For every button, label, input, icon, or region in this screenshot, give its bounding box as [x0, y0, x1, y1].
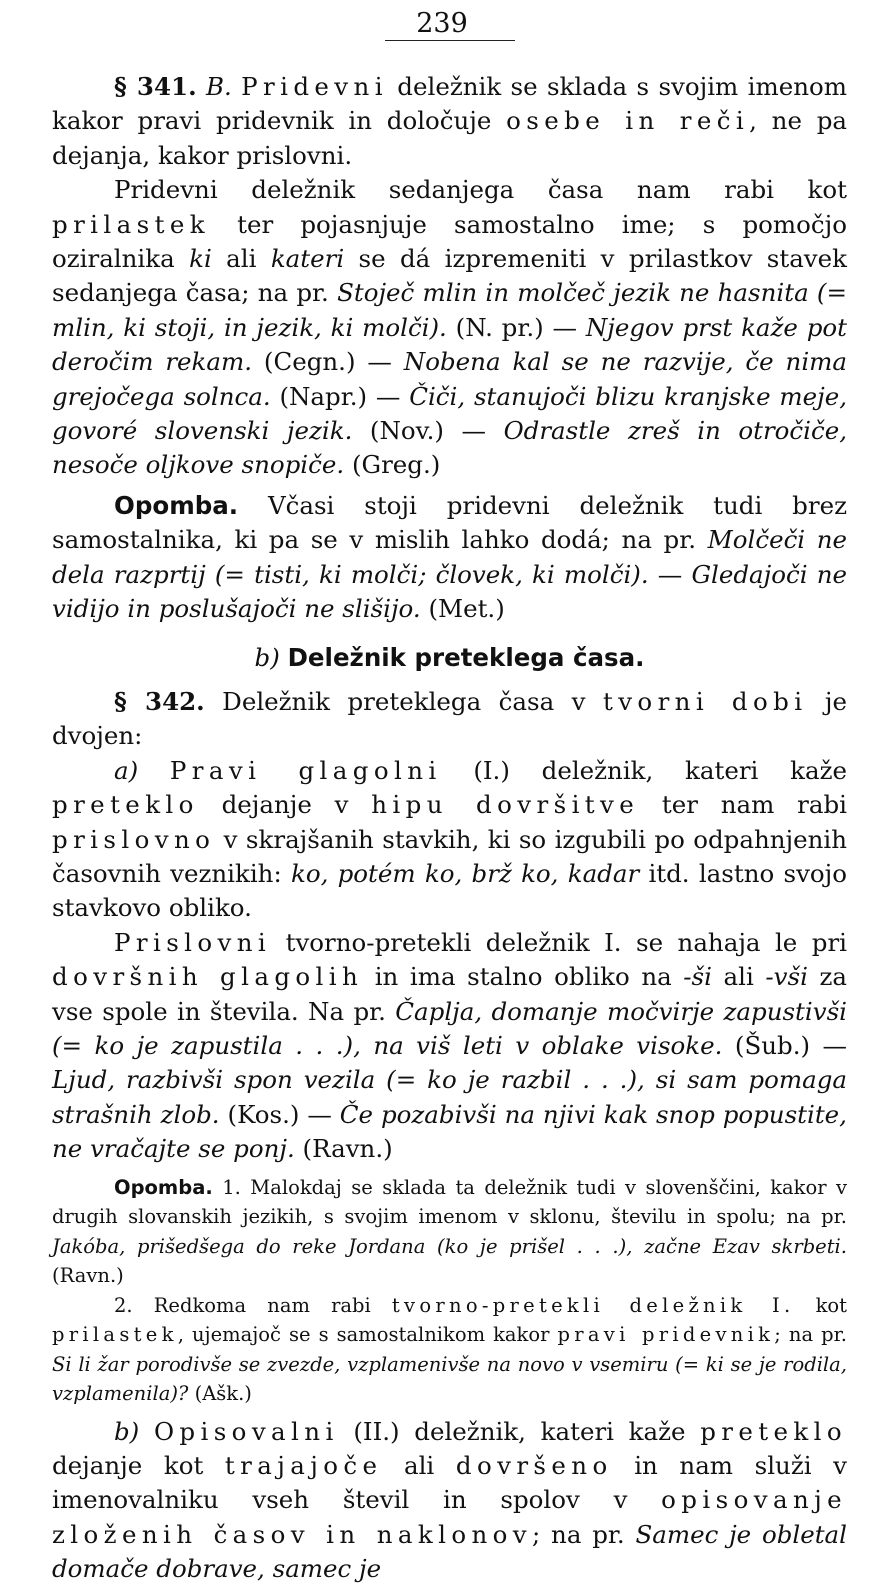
note-label: Opomba.	[114, 490, 239, 520]
s341-paragraph-2: Pridevni deležnik sedanjega časa nam rabi kot prilastek ter pojasnjuje samostalno ime; s pomočjo oziralnika ki ali kateri se dá izpremeniti v prilastkov stavek sedanjega časa; na pr. Stoječ mlin in molčeč jezik ne hasnita (= mlin, ki stoji, in jezik, ki molči). (N. pr.) — Njegov prst kaže pot deročim rekam. (Cegn.) — Nobena kal se ne razvije, če nima grejočega solnca. (Napr.) — Čiči, stanujoči blizu kranjske meje, govoré slovenski jezik. (Nov.) — Odrastle zreš in otročiče, nesoče oljkove snopiče. (Greg.)	[52, 175, 848, 480]
spaced-term: preteklo	[52, 790, 199, 820]
s341-paragraph-1: § 341. B. Pridevni deležnik se sklada s svojim imenom kakor pravi pridevnik in določuje osebe in reči, ne pa dejanja, kakor prislovni.	[52, 72, 847, 170]
spaced-term: tvorni dobi	[602, 686, 808, 716]
example-sentence: Ljud, razbivši spon vezila (= ko je razbil . . .), si sam pomaga strašnih zlob.	[52, 1065, 847, 1129]
spaced-term: prilastek	[52, 209, 210, 239]
s342-paragraph-1: § 342. Deležnik preteklega časa v tvorni dobi je dvojen:	[52, 686, 848, 751]
small-notes	[52, 1173, 847, 1409]
example-sentence: Nobena kal se ne razvije, če nima grejočega solnca.	[52, 347, 847, 411]
example-sentence: Si li žar porodivše se zvezde, vzplamenivše na novo v vsemiru (= ki se je rodila, vzplamenila)?	[52, 1352, 847, 1406]
item-letter: a)	[114, 755, 139, 785]
italic-word: ki	[189, 244, 212, 274]
section-number: § 341.	[114, 72, 197, 101]
s341-note: Opomba. Včasi stoji pridevni deležnik tudi brez samostalnika, ki pa se v mislih lahko dodá; na pr. Molčeči ne dela razprtij (= tisti, ki molči; človek, ki molči). — Gledajoči ne vidijo in poslušajoči ne slišijo. (Met.)	[52, 490, 848, 624]
item-letter: b)	[114, 1416, 140, 1446]
example-sentence: Jakóba, prišedšega do reke Jordana (ko je prišel . . .), začne Ezav skrbeti.	[52, 1234, 847, 1258]
section-number: § 342.	[114, 686, 205, 716]
spaced-term: Pravi glagolni	[169, 755, 442, 785]
spaced-term: hipu dovršitve	[371, 790, 640, 820]
spaced-term: Opisovalni	[153, 1416, 339, 1446]
header-rule	[385, 40, 515, 41]
subsection-heading: b) Deležnik preteklega časa.	[254, 642, 645, 672]
spaced-term: Prislovni	[114, 927, 272, 957]
spaced-term: osebe in reči	[506, 106, 750, 136]
note-label: Opomba.	[114, 1175, 213, 1199]
example-sentence: Če pozabivši na njivi kak snop popustite, ne vračajte se ponj.	[52, 1099, 847, 1164]
spaced-term: Pridevni	[241, 72, 388, 101]
s342-item-b: b) Opisovalni (II.) deležnik, kateri kaže preteklo dejanje kot trajajoče ali dovršeno in nam služi v imenovalniku vseh števil in spolov v opisovanje zloženih časov in naklonov; na pr. Samec je obletal domače dobrave, samec je	[52, 1416, 848, 1584]
page-number: 239	[416, 8, 468, 39]
italic-words: ko, potém ko, brž ko, kadar	[290, 858, 640, 888]
spaced-term: opisovanje zloženih časov in naklonov	[52, 1485, 847, 1549]
example-sentence: Čaplja, domanje močvirje zapustivši (= ko je zapustila . . .), na viš leti v oblake visoke.	[52, 996, 847, 1060]
example-sentence: Molčeči ne dela razprtij (= tisti, ki molči; človek, ki molči).	[52, 525, 848, 589]
spaced-term: tvorno-pretekli deležnik I.	[391, 1293, 795, 1317]
spaced-term: prislovno	[52, 824, 216, 854]
example-sentence: Gledajoči ne vidijo in poslušajoči ne slišijo.	[52, 559, 847, 624]
example-sentence: Odrastle zreš in otročiče, nesoče oljkove snopiče.	[52, 416, 847, 480]
italic-word: -ši	[683, 962, 712, 992]
s342-note-1: Opomba. 1. Malokdaj se sklada ta deležnik tudi v slovenščini, kakor v drugih slovanskih jezikih, s svojim imenom v sklonu, številu in spolu; na pr. Jakóba, prišedšega do reke Jordana (ko je prišel . . .), začne Ezav skrbeti. (Ravn.)	[52, 1175, 847, 1288]
spaced-term: preteklo	[700, 1416, 847, 1446]
example-sentence: Samec je obletal domače dobrave, samec je	[52, 1519, 847, 1584]
example-sentence: Čiči, stanujoči blizu kranjske meje, govoré slovenski jezik.	[52, 381, 847, 446]
page-text	[52, 70, 847, 1587]
s342-note-2: 2. Redkoma nam rabi tvorno-pretekli deležnik I. kot prilastek, ujemajoč se s samostalnikom kakor pravi pridevnik; na pr. Si li žar porodivše se zvezde, vzplamenivše na novo v vsemiru (= ki se je rodila, vzplamenila)? (Ašk.)	[52, 1293, 847, 1406]
s342-paragraph-3: Prislovni tvorno-pretekli deležnik I. se nahaja le pri dovršnih glagolih in ima stalno obliko na -ši ali -vši za vse spole in števila. Na pr. Čaplja, domanje močvirje zapustivši (= ko je zapustila . . .), na viš leti v oblake visoke. (Šub.) — Ljud, razbivši spon vezila (= ko je razbil . . .), si sam pomaga strašnih zlob. (Kos.) — Če pozabivši na njivi kak snop popustite, ne vračajte se ponj. (Ravn.)	[52, 927, 847, 1164]
subsection-letter: B.	[205, 72, 232, 101]
spaced-term: dovršeno	[455, 1451, 613, 1480]
example-sentence: Njegov prst kaže pot deročim rekam.	[52, 312, 848, 377]
italic-word: -vši	[765, 962, 808, 992]
italic-word: kateri	[270, 244, 345, 274]
spaced-term: pravi pridevnik	[557, 1323, 775, 1347]
example-sentence: Stoječ mlin in molčeč jezik ne hasnita (= mlin, ki stoji, in jezik, ki molči).	[52, 278, 847, 342]
spaced-term: dovršnih glagolih	[52, 962, 364, 992]
spaced-term: trajajoče	[224, 1451, 383, 1480]
spaced-term: prilastek	[52, 1323, 178, 1347]
s342-item-a: a) Pravi glagolni (I.) deležnik, kateri kaže preteklo dejanje v hipu dovršitve ter nam rabi prislovno v skrajšanih stavkih, ki so izgubili po odpahnjenih časovnih veznikih: ko, potém ko, brž ko, kadar itd. lastno svojo stavkovo obliko.	[52, 755, 848, 923]
